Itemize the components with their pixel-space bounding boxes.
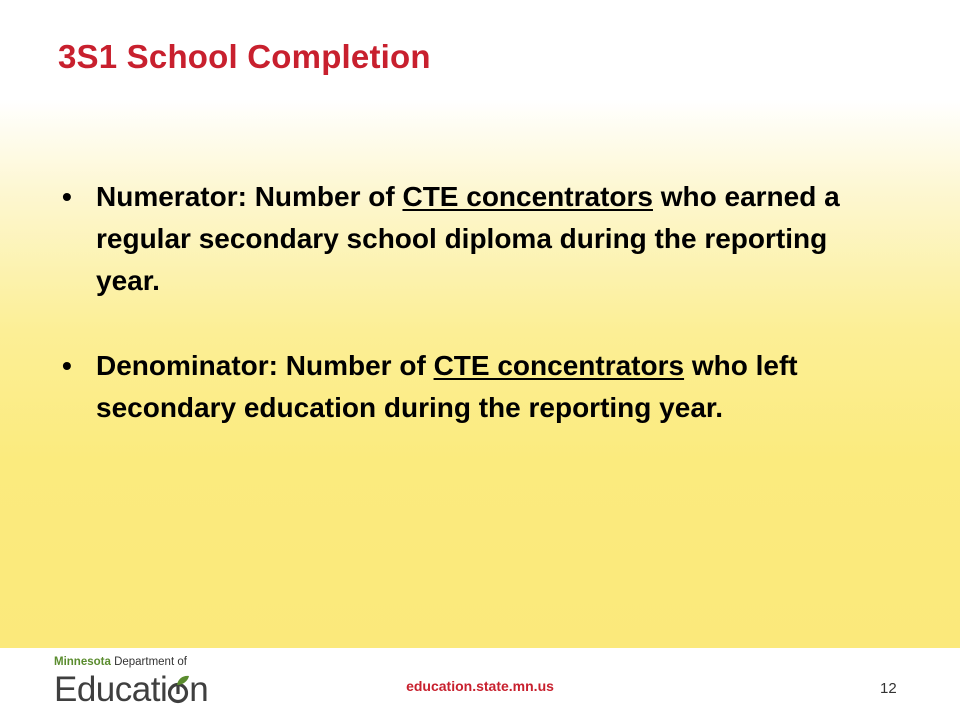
bullet-text-prefix: Numerator: Number of — [96, 181, 403, 212]
bullet-text-suffix: who left secondary education during the reporting year. — [96, 350, 798, 423]
bullet-marker: • — [62, 181, 72, 212]
bullet-text-suffix: who earned a regular secondary school diploma during the reporting year. — [96, 181, 840, 296]
logo-wordmark-end: n — [189, 670, 209, 709]
logo-wordmark-start: Educati — [54, 670, 168, 709]
cte-concentrators-link[interactable]: CTE concentrators — [433, 350, 685, 381]
logo-department-line — [54, 656, 187, 668]
bullet-text-prefix: Denominator: Number of — [96, 350, 434, 381]
slide-title: 3S1 School Completion — [58, 38, 431, 75]
footer — [0, 648, 960, 720]
cte-concentrators-link[interactable]: CTE concentrators — [402, 181, 653, 212]
page-number: 12 — [880, 680, 897, 697]
logo-department: Department of — [110, 656, 187, 668]
bullet-list — [62, 176, 862, 472]
bullet-denominator — [62, 345, 862, 429]
bullet-marker: • — [62, 350, 72, 381]
logo-state: Minnesota — [54, 656, 111, 668]
site-url-link[interactable]: education.state.mn.us — [406, 678, 554, 694]
bullet-numerator — [62, 176, 862, 302]
